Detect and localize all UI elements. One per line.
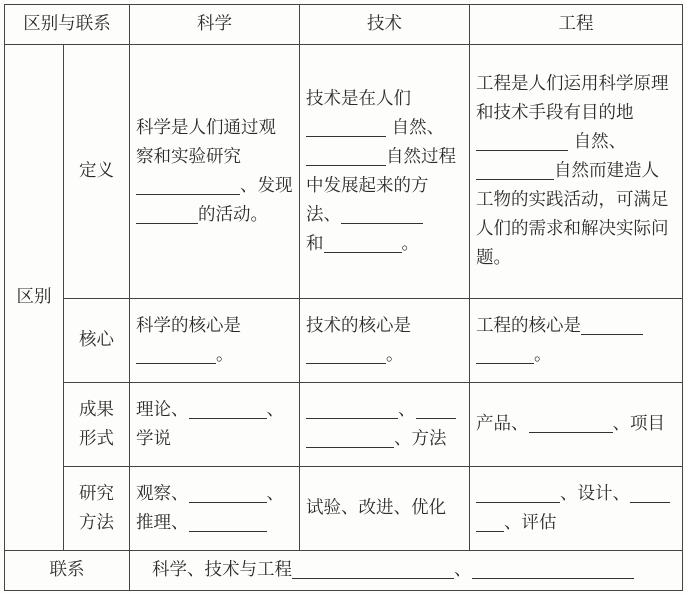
blank-field[interactable] [630,483,670,502]
method-label-line1: 研究 [79,483,114,504]
row-core [5,299,683,383]
core-engineering-text-b: 。 [534,344,552,365]
header-diff-link: 区别与联系 [5,5,130,45]
core-technology [300,299,470,383]
header-engineering: 工程 [470,5,683,45]
comparison-table [4,4,683,591]
definition-technology [300,45,470,299]
blank-field[interactable] [416,399,456,418]
blank-field[interactable] [306,344,386,363]
result-form-engineering [470,383,683,467]
blank-field[interactable] [341,204,423,223]
method-science-text-c: 推理、 [136,512,189,533]
core-technology-text-a: 技术的核心是 [306,315,411,336]
blank-field[interactable] [136,175,240,194]
method-engineering [470,467,683,551]
core-engineering-text-a: 工程的核心是 [476,315,581,336]
row-link [5,551,683,591]
header-science: 科学 [130,5,300,45]
result-form-engineering-text-a: 产品、 [476,414,529,434]
blank-field[interactable] [189,399,267,418]
definition-science [130,45,300,299]
core-technology-text-b: 。 [386,344,404,365]
definition-science-text-c: 的活动。 [198,204,268,225]
core-engineering [470,299,683,383]
definition-label: 定义 [64,45,130,299]
result-form-science-text-a: 理论、 [136,399,189,420]
blank-field[interactable] [136,204,198,223]
core-science-text-b: 。 [216,344,234,365]
definition-science-text-a: 科学是人们通过观察和实验研究 [136,117,276,167]
result-form-label [64,383,130,467]
method-science-text-a: 观察、 [136,483,189,504]
result-form-science-text-c: 学说 [136,428,171,449]
blank-field[interactable] [292,560,454,579]
result-form-engineering-text-b: 、项目 [612,414,665,434]
method-technology-text-a: 试验、改进、优化 [306,498,446,518]
core-label: 核心 [64,299,130,383]
result-form-science-text-b: 、 [266,399,284,420]
blank-field[interactable] [189,483,267,502]
result-form-science [130,383,300,467]
diff-label: 区别 [5,45,64,551]
blank-field[interactable] [529,414,613,433]
core-science [130,299,300,383]
method-engineering-text-b: 、评估 [504,512,557,533]
definition-technology-text-e: 。 [401,233,419,254]
blank-field[interactable] [472,560,634,579]
method-label-line2: 方法 [79,512,114,533]
blank-field[interactable] [324,233,402,252]
blank-field[interactable] [581,315,643,334]
result-form-technology-text-b: 、方法 [394,428,447,449]
blank-field[interactable] [476,483,560,502]
definition-engineering-text-b: 自然、 [573,132,627,152]
blank-field[interactable] [306,146,386,165]
core-science-text-a: 科学的核心是 [136,315,241,336]
method-science-text-b: 、 [266,483,284,504]
header-technology: 技术 [300,5,470,45]
link-text-a: 科学、技术与工程 [152,560,292,580]
row-result-form [5,383,683,467]
result-form-label-line1: 成果 [79,399,114,420]
blank-field[interactable] [136,344,216,363]
blank-field[interactable] [306,399,398,418]
definition-technology-text-d: 和 [306,233,324,254]
definition-technology-text-a: 技术是在人们 [306,88,411,109]
row-definition [5,45,683,299]
link-text-b: 、 [454,560,472,580]
header-row [5,5,683,45]
definition-engineering-text-c: 自然而建造人工物的实践活动，可满足人们的需求和解决实际问题。 [476,161,669,268]
blank-field[interactable] [306,117,386,136]
definition-engineering [470,45,683,299]
definition-engineering-text-a: 工程是人们运用科学原理和技术手段有目的地 [476,74,669,123]
blank-field[interactable] [476,512,504,531]
result-form-label-line2: 形式 [79,428,114,449]
method-engineering-text-a: 、设计、 [560,483,630,504]
result-form-technology-text-a: 、 [398,399,416,420]
definition-technology-text-c: 自然过程中发展起来的方法、 [306,146,456,225]
result-form-technology [300,383,470,467]
method-technology [300,467,470,551]
method-science [130,467,300,551]
blank-field[interactable] [476,161,554,180]
blank-field[interactable] [476,344,534,363]
blank-field[interactable] [189,512,267,531]
definition-science-text-b: 、发现 [240,175,293,196]
definition-technology-text-b: 自然、 [391,117,445,138]
blank-field[interactable] [476,132,568,151]
link-content [130,551,683,591]
link-label: 联系 [5,551,130,591]
blank-field[interactable] [306,428,394,447]
row-method [5,467,683,551]
method-label [64,467,130,551]
